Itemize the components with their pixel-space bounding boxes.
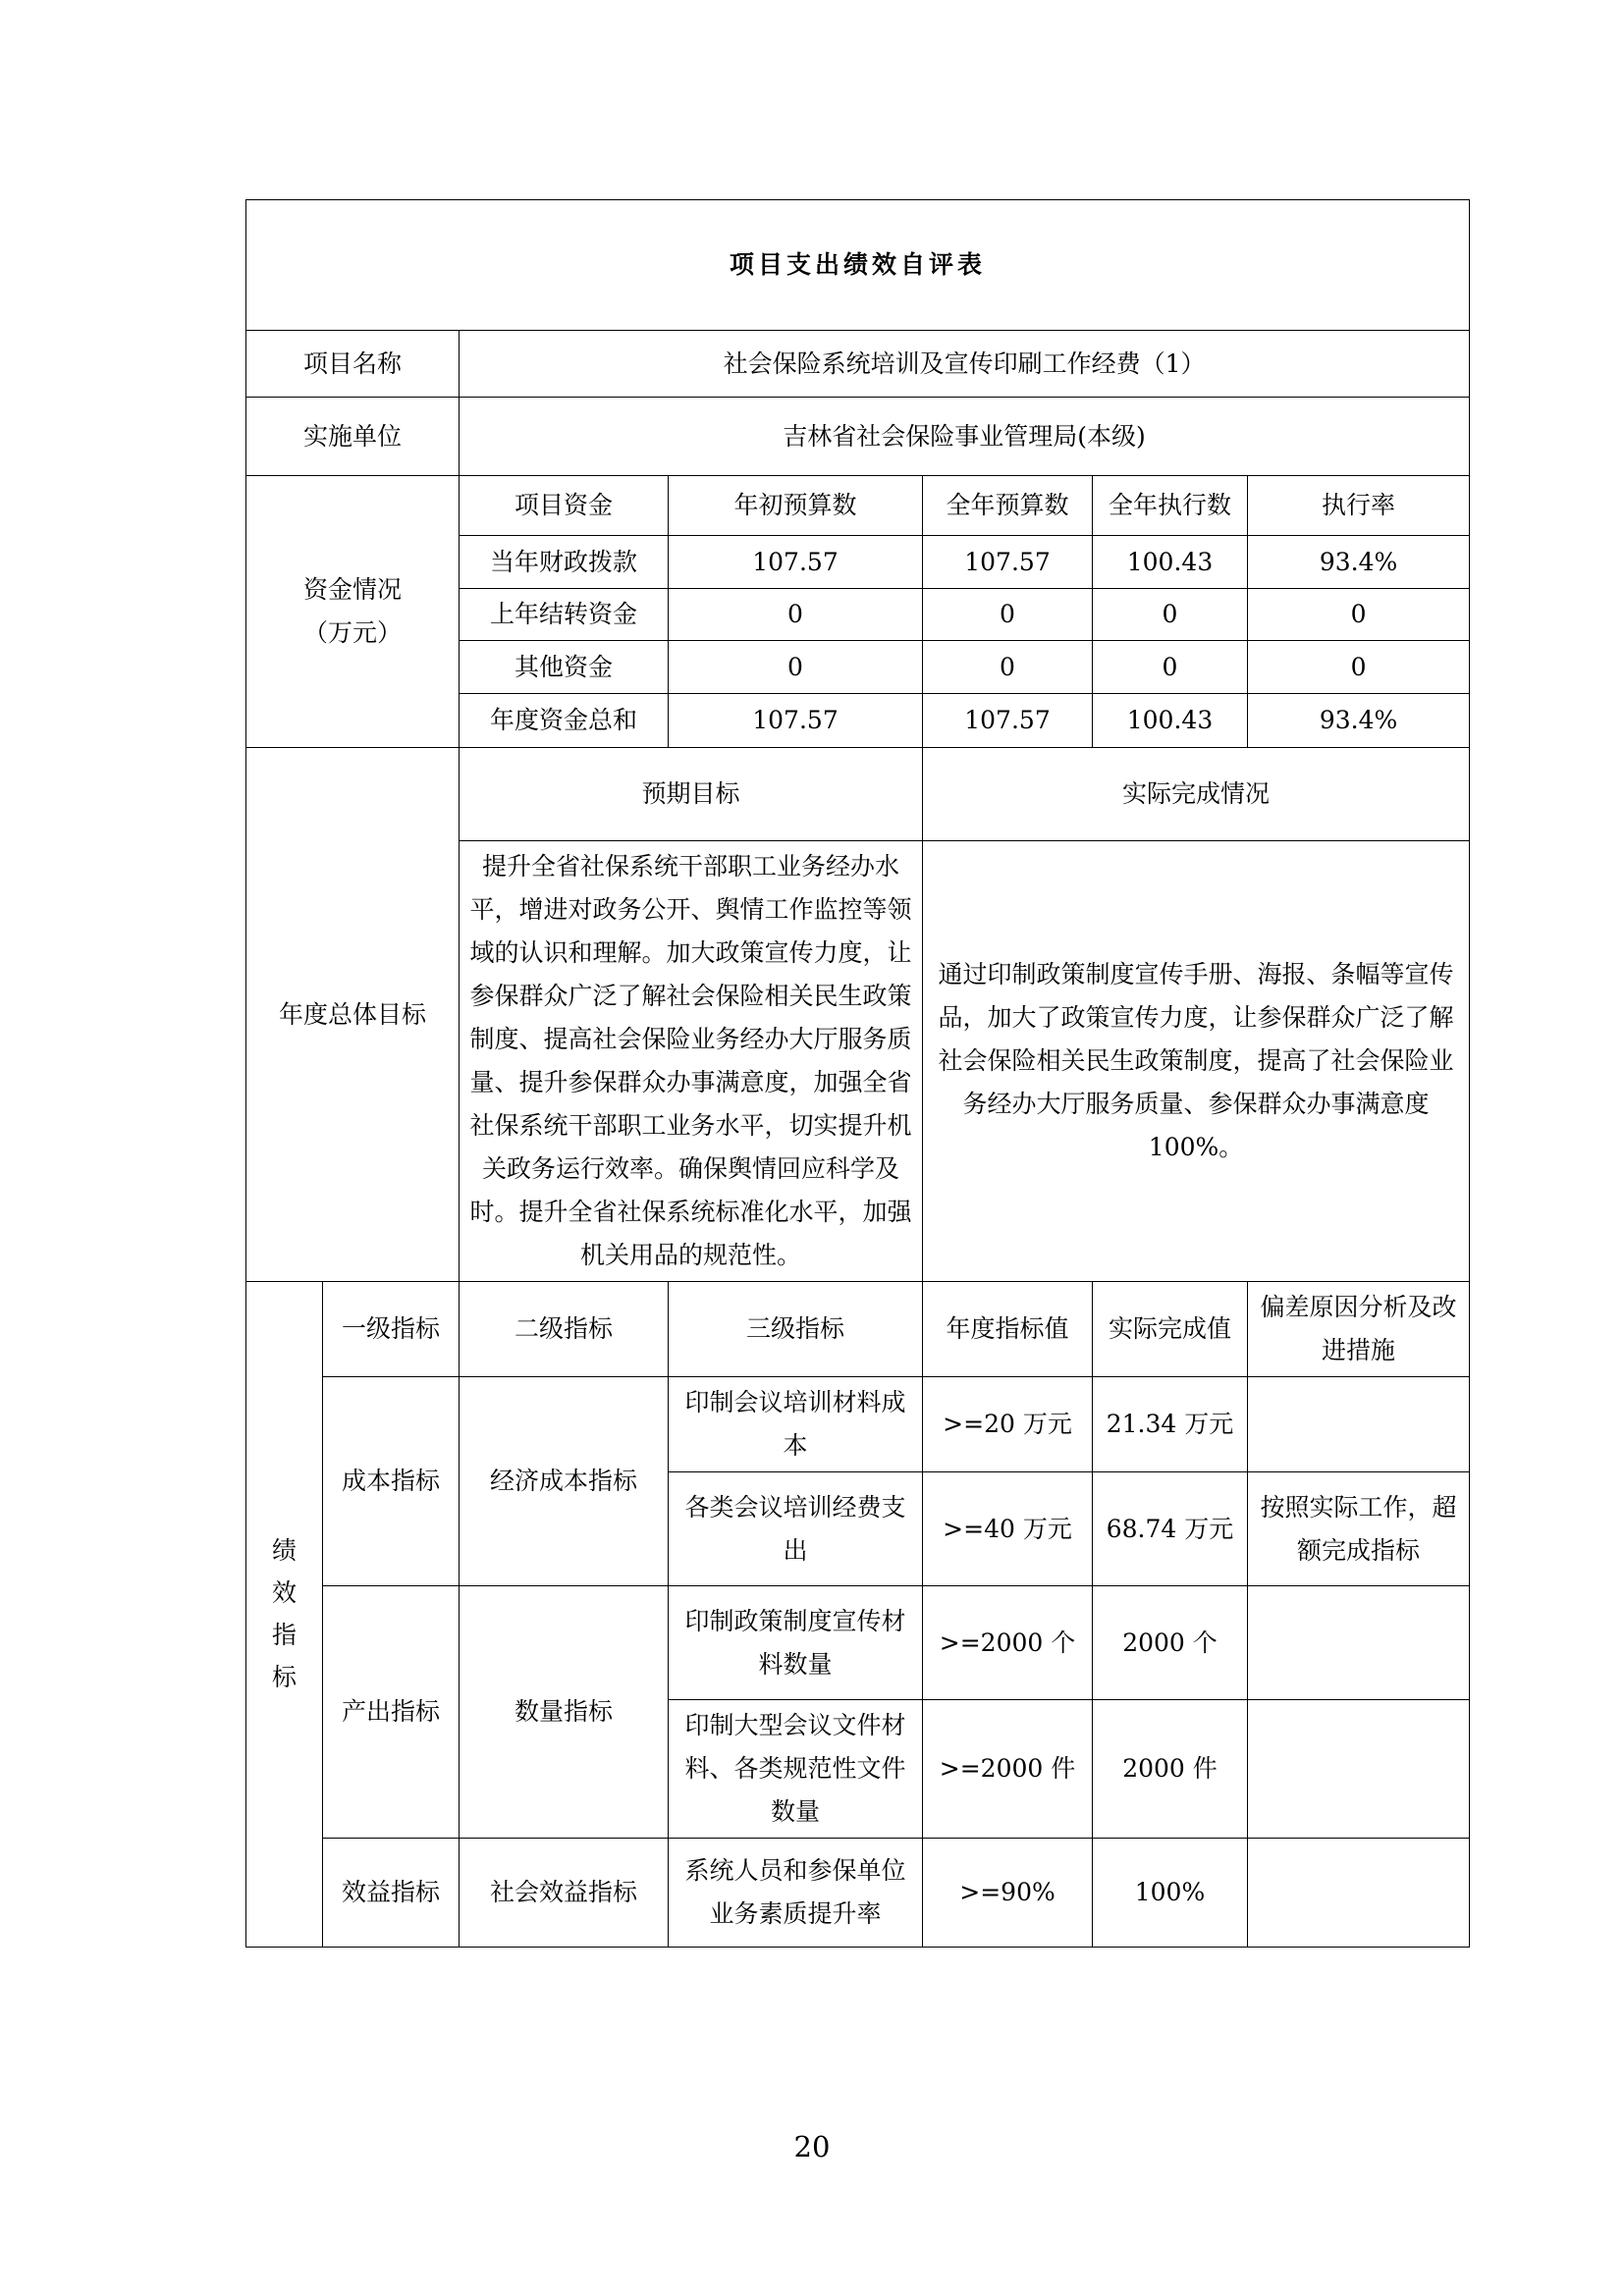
performance-indicators-label: 绩效指标 — [246, 1282, 323, 1948]
indicator-target: >=40 万元 — [923, 1472, 1093, 1586]
funds-cell: 0 — [669, 641, 923, 694]
funds-cell: 100.43 — [1093, 536, 1248, 589]
project-name-value: 社会保险系统培训及宣传印刷工作经费（1） — [460, 331, 1470, 398]
indicator-level3: 印制政策制度宣传材料数量 — [669, 1586, 923, 1700]
page-title: 项目支出绩效自评表 — [246, 200, 1470, 331]
funds-header-initial-budget: 年初预算数 — [669, 476, 923, 536]
funds-label-line1: 资金情况 — [302, 575, 402, 604]
indicator-actual: 2000 件 — [1093, 1700, 1248, 1839]
expected-goal-header: 预期目标 — [460, 748, 923, 841]
funds-cell: 0 — [923, 589, 1093, 641]
actual-completion-text: 通过印制政策制度宣传手册、海报、条幅等宣传品，加大了政策宣传力度，让参保群众广泛了解社会保险相关民生政策制度，提高了社会保险业务经办大厅服务质量、参保群众办事满意度100%。 — [923, 841, 1470, 1282]
funds-header-annual-budget: 全年预算数 — [923, 476, 1093, 536]
funds-header-item: 项目资金 — [460, 476, 669, 536]
funds-cell: 0 — [1093, 589, 1248, 641]
annual-goal-label: 年度总体目标 — [246, 748, 460, 1282]
indicator-actual: 68.74 万元 — [1093, 1472, 1248, 1586]
funds-cell: 0 — [923, 641, 1093, 694]
benefit-level2: 社会效益指标 — [460, 1839, 669, 1948]
output-level2: 数量指标 — [460, 1586, 669, 1839]
table-row — [246, 1586, 1470, 1700]
funds-cell: 0 — [1248, 641, 1470, 694]
funds-cell: 107.57 — [669, 536, 923, 589]
funds-cell: 107.57 — [669, 694, 923, 748]
indicator-actual: 100% — [1093, 1839, 1248, 1948]
indicator-note — [1248, 1586, 1470, 1700]
funds-cell: 0 — [1093, 641, 1248, 694]
indicator-target: >=2000 件 — [923, 1700, 1093, 1839]
actual-completion-header: 实际完成情况 — [923, 748, 1470, 841]
funds-cell: 当年财政拨款 — [460, 536, 669, 589]
funds-cell: 0 — [1248, 589, 1470, 641]
funds-cell: 其他资金 — [460, 641, 669, 694]
page-number: 20 — [793, 2130, 831, 2163]
indicator-actual: 21.34 万元 — [1093, 1377, 1248, 1472]
performance-evaluation-table — [245, 199, 1470, 1948]
table-row — [246, 1839, 1470, 1948]
indicator-level3: 印制大型会议文件材料、各类规范性文件数量 — [669, 1700, 923, 1839]
indicator-level3: 系统人员和参保单位业务素质提升率 — [669, 1839, 923, 1948]
indicator-target: >=90% — [923, 1839, 1093, 1948]
indicator-header-level2: 二级指标 — [460, 1282, 669, 1377]
funds-header-rate: 执行率 — [1248, 476, 1470, 536]
table-row — [246, 1377, 1470, 1472]
benefit-level1: 效益指标 — [323, 1839, 460, 1948]
indicator-note — [1248, 1377, 1470, 1472]
cost-level1: 成本指标 — [323, 1377, 460, 1586]
indicator-note — [1248, 1839, 1470, 1948]
funds-cell: 100.43 — [1093, 694, 1248, 748]
funds-label-line2: （万元） — [302, 618, 402, 647]
indicator-level3: 各类会议培训经费支出 — [669, 1472, 923, 1586]
funds-cell: 年度资金总和 — [460, 694, 669, 748]
indicator-target: >=20 万元 — [923, 1377, 1093, 1472]
funds-cell: 107.57 — [923, 694, 1093, 748]
indicator-note — [1248, 1700, 1470, 1839]
funds-cell: 上年结转资金 — [460, 589, 669, 641]
implementing-unit-value: 吉林省社会保险事业管理局(本级) — [460, 398, 1470, 476]
funds-header-executed: 全年执行数 — [1093, 476, 1248, 536]
implementing-unit-label: 实施单位 — [246, 398, 460, 476]
indicator-target: >=2000 个 — [923, 1586, 1093, 1700]
output-level1: 产出指标 — [323, 1586, 460, 1839]
indicator-header-level3: 三级指标 — [669, 1282, 923, 1377]
expected-goal-text: 提升全省社保系统干部职工业务经办水平，增进对政务公开、舆情工作监控等领域的认识和理解。加大政策宣传力度，让参保群众广泛了解社会保险相关民生政策制度、提高社会保险业务经办大厅服务质量、提升参保群众办事满意度，加强全省社保系统干部职工业务水平，切实提升机关政务运行效率。确保舆情回应科学及时。提升全省社保系统标准化水平，加强机关用品的规范性。 — [460, 841, 923, 1282]
funds-label — [246, 476, 460, 748]
funds-cell: 93.4% — [1248, 694, 1470, 748]
funds-cell: 0 — [669, 589, 923, 641]
indicator-level3: 印制会议培训材料成本 — [669, 1377, 923, 1472]
indicator-header-actual: 实际完成值 — [1093, 1282, 1248, 1377]
indicator-header-deviation: 偏差原因分析及改进措施 — [1248, 1282, 1470, 1377]
project-name-label: 项目名称 — [246, 331, 460, 398]
funds-cell: 93.4% — [1248, 536, 1470, 589]
indicator-actual: 2000 个 — [1093, 1586, 1248, 1700]
indicator-header-target: 年度指标值 — [923, 1282, 1093, 1377]
indicator-header-level1: 一级指标 — [323, 1282, 460, 1377]
indicator-note: 按照实际工作，超额完成指标 — [1248, 1472, 1470, 1586]
funds-cell: 107.57 — [923, 536, 1093, 589]
cost-level2: 经济成本指标 — [460, 1377, 669, 1586]
